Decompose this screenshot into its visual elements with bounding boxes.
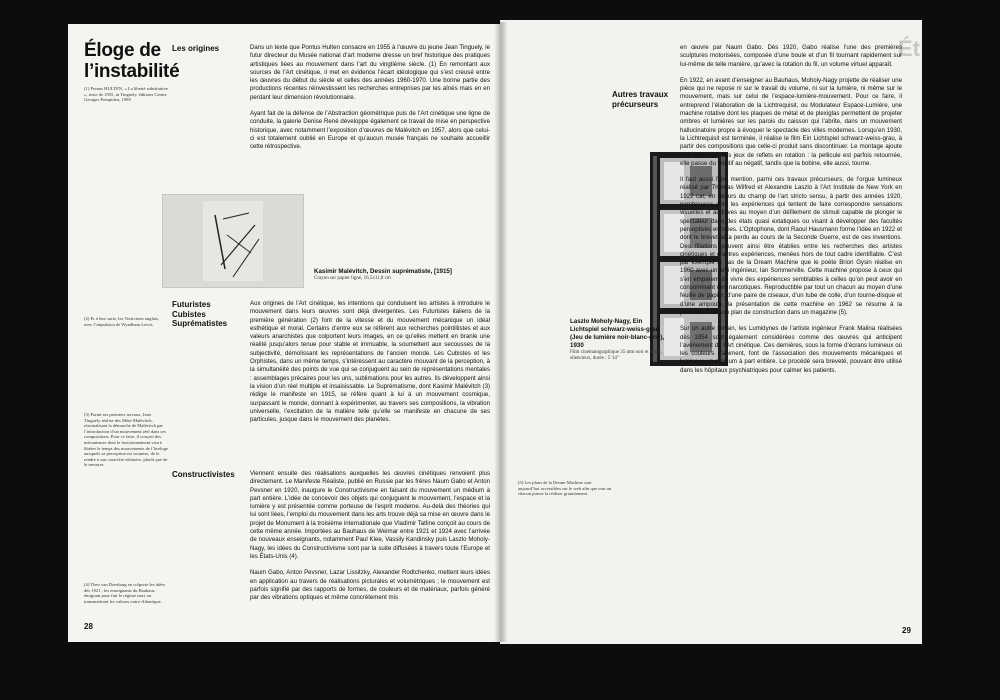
left-page bbox=[68, 24, 500, 642]
paragraph: En 1922, en avant d’enseigner au Bauhaus, Moholy-Nagy projette de réaliser une pièce qui ne repose ni sur le travail du volume, ni sur la lumière, ni même sur le mouvement, mais sur celui de l’espace-lumière-mouvement. Pour ce faire, il entreprend l’élaboration de la Lichtrequisit, ou Modulateur Espace-Lumière, une machine rotative dont les plaques de métal et de plexiglas permettent de projeter ombres et lumières sur les parois du caisson qui l’abrite, dans un mouvement hallucinatoire propre à évoquer le spectacle des villes modernes. Lorsqu’en 1930, la Lichtrequisit est terminée, il réalise le film Ein Lichtspiel schwarz-weiss-grau, à partir des compositions que celle-ci produit sans discontinuer. Le montage ajoute à la confusion des jeux de reflets en rotation : la pellicule est parfois retournée, elle passe du positif au négatif, tandis que la bobine, elle aussi, tourne. bbox=[680, 76, 902, 167]
caption-detail: Crayon sur papier ligné, 16,5x11,8 cm bbox=[314, 276, 391, 281]
paragraph: Aux origines de l’Art cinétique, les intentions qui conduisent les artistes à introduire le mouvement dans leurs œuvres sont déjà divergentes. Les Futuristes italiens de la première génération (2) font de la vitesse et du mouvement mécanique un idéal esthétique et moral. Certains d’entre eux se réfèrent aux recherches pointillistes et aux valeurs anarchistes que colportent leurs images, en ce qu’elles mettent en branle une réalité jusqu’alors tenue pour stable et immuable, la soumettent aux secousses de la subjectivité, démolissant les représentations de l’ancien monde. Les Cubistes et les Orphistes, dans un même temps, s’intéressent au caractère mouvant de la perception, à la simultanéité des points de vue qui se conjuguent au sein de représentations mentales : assemblages précaires pour les uns, sublimations pour les autres. Ils développent ainsi la vision d’un réel multiple et insaisissable. Le Suprématisme, dont Kasimir Malévitch (3) rédige le manifeste en 1915, se réfère quant à lui à un mouvement cosmique, surpassant le monde, donnant à expérimenter, au travers ses compositions, la vibration universelle, l’excitation de la matière telle qu’elle se manifeste en chacune de ses particules, jusque dans le mouvement des planètes. bbox=[250, 300, 490, 424]
moholy-caption bbox=[570, 318, 666, 362]
paragraph: Il faut aussi faire mention, parmi ces travaux précurseurs, de l’orgue lumineux réalisé par Thomas Wilfred et Alexandre Laszlo à l’Art Institute de New York en 1922 car, en dehors du champ de l’art stricto sensu, à partir des années 1920, nombreuses sont les expériences qui tentent de faire correspondre sensations visuelles et auditives au moyen d’un défilement de stimuli capable de plonger le spectateur dans des états quasi extatiques ou visant à développer des facultés perceptives enfouies. L’Optophone, dont Raoul Hausmann forme l’idée en 1922 et dont le brevet sera perdu au cours de la Seconde Guerre, est de ces inventions. Des filiations peuvent ainsi être établies entre les recherches des artistes cinétiques et d’autres expériences, menées hors de tout cadre identifiable. C’est par exemple le cas de la Dream Machine que le poète Brion Gysin réalise en 1960 avec un ami ingénieur, Ian Sommerville. Cette machine propose à ceux qui s’en emparent de vivre des expériences semblables à celles qu’on peut avoir en consommant des narcotiques. Reproductible par tout un chacun au moyen d’une feuille de papier, d’une paire de ciseaux, d’un tube de colle, d’un tourne-disque et d’une ampoule, la présentation de cette machine en 1962 se résume à la publication de son plan de construction dans un magazine (5). bbox=[680, 176, 902, 316]
body-constructivistes bbox=[250, 470, 490, 610]
body-futuristes bbox=[250, 300, 490, 432]
footnote-1: (1) Pontus HULTEN, « La liberté substitutive », texte de 1955, in Tinguely, éditions Centre Georges Pompidou, 1989 bbox=[84, 86, 168, 103]
body-origines bbox=[250, 44, 490, 160]
malevitch-drawing-image bbox=[162, 194, 304, 288]
body-right bbox=[680, 44, 902, 383]
page-number-right: 29 bbox=[902, 626, 911, 635]
malevitch-caption bbox=[314, 268, 490, 282]
paragraph: en œuvre par Naum Gabo. Dès 1920, Gabo réalise l’une des premières sculptures motorisées, composée d’une boule et d’un fil tournant rapidement sur lui-même de telle manière, qu’avec la rotation du fil, un volume virtuel apparaît. bbox=[680, 44, 902, 68]
caption-detail: Film cinématographique 35 mm noir et blanc, silencieux, durée : 5’14’’ bbox=[570, 350, 662, 361]
chapter-title: Éloge de l’instabilité bbox=[84, 40, 180, 82]
bleed-through-text: Ét bbox=[898, 36, 920, 61]
page-number-left: 28 bbox=[84, 622, 93, 631]
footnote-2: (2) Et à leur suite, les Vorticistes anglais, avec l’impulsion de Wyndham Lewis. bbox=[84, 316, 159, 327]
footnote-4: (4) Theo van Doesburg en colporte les idées dès 1921 ; les enseignants du Bauhaus, émigrant pour fuir le régime nazi, en transmettront les valeurs outre-Atlantique. bbox=[84, 582, 166, 604]
suprematist-lines-icon bbox=[163, 195, 303, 287]
section-heading-constructivistes: Constructivistes bbox=[172, 470, 235, 479]
paragraph: Naum Gabo, Anton Pevsner, Lazar Lissitzky, Alexander Rodtchenko, mettent leurs idées en application au travers de réalisations picturales et volumétriques ; le mouvement est parfois signifié par des rapports de formes, de couleurs et de matériaux, parfois généré par des vibrations optiques et même concrètement mis bbox=[250, 569, 490, 602]
footnote-3: (3) Parmi ses premiers travaux, Jean Tinguely réalise des Méta-Malévitch, réactualisant la démarche de Malévitch par l’introduction d’un mouvement réel dans ses compositions. Pour ce faire, il conçoit des mécanismes dont le fonctionnement visa à libérer le temps des mouvements de l’horloge auxquels sa perception est soumise, de le rendre à son caractère aléatoire, plutôt que de le mesurer. bbox=[84, 412, 168, 468]
paragraph: Ayant fait de la défense de l’Abstraction géométrique puis de l’Art cinétique une ligne de conduite, la galerie Denise René développe également ce travail de mise en perspective historique, avec notamment l’exposition d’œuvres de Malévitch en 1957, alors que celui-ci est totalement oublié en Europe et qu’aucun musée français ne souhaite accueillir cette rétrospective. bbox=[250, 110, 490, 151]
section-heading-futuristes: Futuristes Cubistes Suprématistes bbox=[172, 300, 228, 328]
paragraph: Sur un autre terrain, les Lumidynes de l’artiste ingénieur Frank Malina réalisées dès 1954 sont également considérées comme des œuvres qui anticipent l’avènement de l’Art cinétique. Ces dernières, sous la forme d’écrans lumineux où les couleurs s’animent, font de l’association des mouvements mécaniques et lumineux un médium à part entière. Le procédé sera breveté, pouvant être utilisé dans les hôpitaux psychiatriques pour calmer les patients. bbox=[680, 325, 902, 374]
paragraph: Dans un texte que Pontus Hulten consacre en 1955 à l’œuvre du jeune Jean Tinguely, le futur directeur du Musée national d’art moderne dresse un bref historique des pratiques artistiques liées au mouvement dans l’art du vingtième siècle. (1) En remontant aux sources de l’Art cinétique, il met en évidence l’écart idéologique qui s’est creusé entre les œuvres du début du siècle et celles des années 1960-1970. Une bonne partie des productions récentes réinvestissent les recherches entreprises par les aînés mais en en perdant leur dimension révolutionnaire. bbox=[250, 44, 490, 101]
footnote-5: (5) Les plans de la Dream Machine sont aujourd’hui accessibles sur le web afin que tout un chacun puisse la réaliser gratuitement. bbox=[518, 480, 612, 497]
caption-title: Laszlo Moholy-Nagy, Ein Lichtspiel schwarz-weiss-grau (Jeu de lumière noir-blanc-gris), 1930 bbox=[570, 318, 665, 349]
right-page bbox=[500, 20, 922, 644]
section-heading-autres-travaux: Autres travaux précurseurs bbox=[612, 90, 669, 109]
caption-title: Kasimir Malévitch, Dessin suprématiste, [1915] bbox=[314, 268, 452, 275]
section-heading-origines: Les origines bbox=[172, 44, 220, 53]
book-gutter bbox=[494, 22, 508, 642]
paragraph: Viennent ensuite des réalisations auxquelles les œuvres cinétiques renvoient plus directement. Le Manifeste Réaliste, publié en Russie par les frères Naum Gabo et Anton Pevsner en 1920, inaugure le Constructivisme en faisant du mouvement un médium à part entière. L’idée de concevoir des objets qui conjuguent le mouvement, l’espace et la lumière y est présentée comme porteuse de l’esprit moderne. Au-delà des théories qui lui sont liées, l’emploi du mouvement dans les arts trouve déjà sa mise en œuvre dans le projet de Monument à la troisième internationale que Vladimir Tatline conçoit au cours de cette même année. Importées au Bauhaus de Weimar entre 1921 et 1924 avec l’arrivée de nouveaux enseignants, notamment Paul Klee, Vassily Kandinsky puis Laszlo Moholy-Nagy, les idées du Constructivisme sont par la suite diffusées à travers toute l’Europe et les États-Unis (4). bbox=[250, 470, 490, 560]
